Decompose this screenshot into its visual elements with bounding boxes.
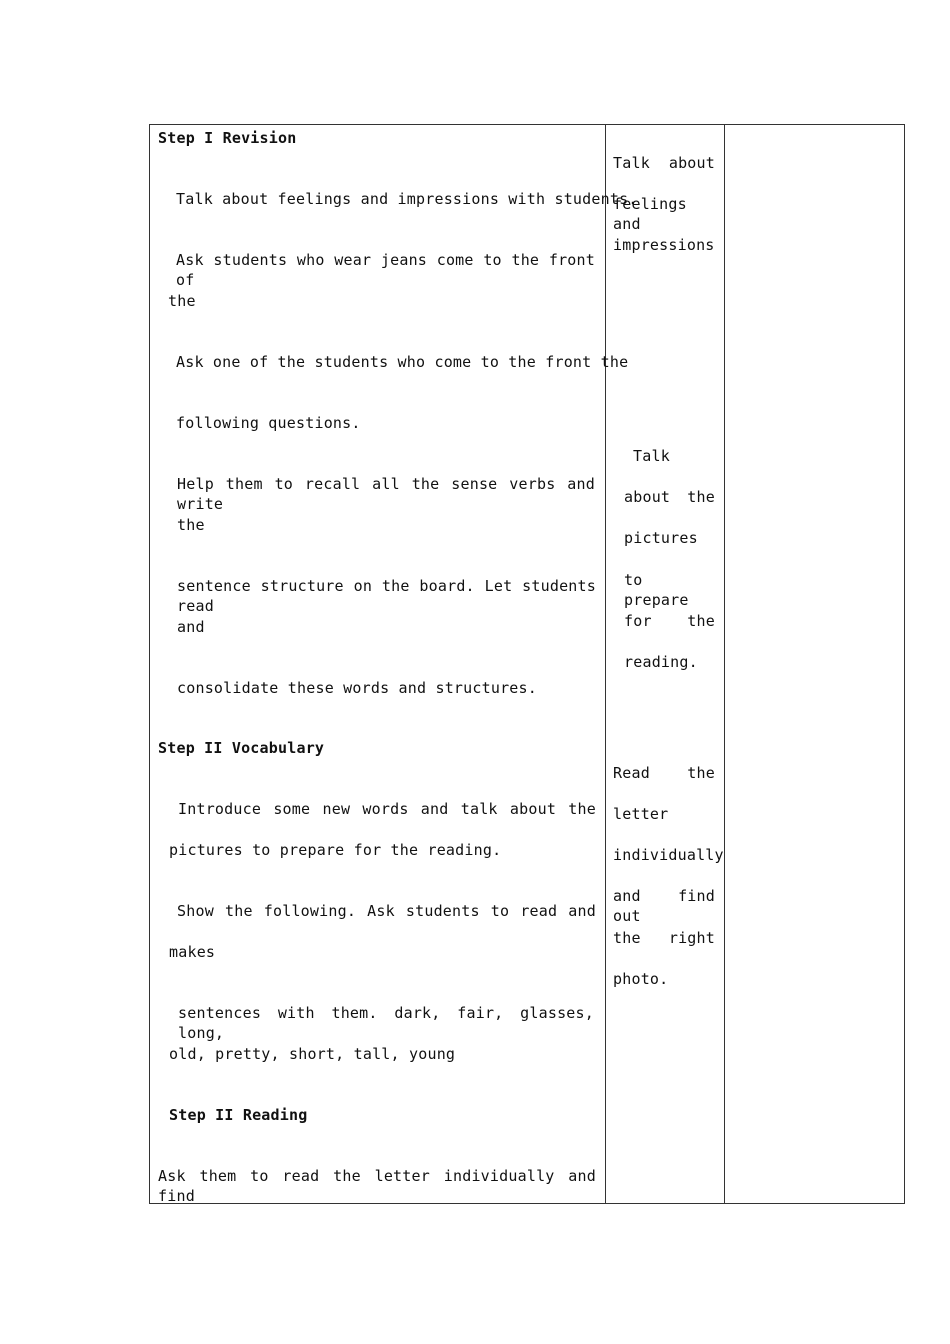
activity3-line: photo.: [613, 970, 669, 988]
step2-line: makes: [169, 943, 216, 961]
activity3-line: the right: [613, 929, 715, 947]
step3-heading: Step II Reading: [169, 1106, 308, 1124]
activity2-line: pictures: [624, 529, 698, 547]
activity1-line: impressions: [613, 236, 715, 254]
step3-line: Ask them to read the letter individually and find: [158, 1167, 596, 1205]
step1-line: Ask students who wear jeans come to the front of: [176, 251, 595, 289]
step2-heading: Step II Vocabulary: [158, 739, 325, 757]
step1-line: Talk about feelings and impressions with students.: [176, 190, 638, 208]
activity3-line: Read the: [613, 764, 715, 782]
step1-line: Ask one of the students who come to the front the: [176, 353, 629, 371]
activity2-line: for the: [624, 612, 715, 630]
step1-line: and: [177, 618, 205, 636]
step2-line: Introduce some new words and talk about the: [178, 800, 596, 818]
activity2-line: reading.: [624, 653, 698, 671]
activity3-line: letter: [613, 805, 669, 823]
activity3-line: individually: [613, 846, 724, 864]
activity1-line: feelings and: [613, 195, 687, 233]
step1-heading: Step I Revision: [158, 129, 297, 147]
activity1-line: Talk about: [613, 154, 715, 172]
step1-line: sentence structure on the board. Let students read: [177, 577, 596, 615]
activity2-line: to prepare: [624, 571, 689, 609]
step2-line: old, pretty, short, tall, young: [169, 1045, 456, 1063]
activity3-line: and find out: [613, 887, 715, 925]
activity2-line: Talk: [633, 447, 670, 465]
step2-line: pictures to prepare for the reading.: [169, 841, 502, 859]
step2-line: Show the following. Ask students to read and: [177, 902, 596, 920]
step2-line: sentences with them. dark, fair, glasses, long,: [178, 1004, 594, 1042]
step1-line: Help them to recall all the sense verbs and write: [177, 475, 595, 513]
activity2-line: about the: [624, 488, 715, 506]
column-divider-2: [724, 125, 725, 1203]
column-divider-1: [605, 125, 606, 1203]
step1-line: following questions.: [176, 414, 361, 432]
step1-line: consolidate these words and structures.: [177, 679, 537, 697]
step1-line: the: [168, 292, 196, 310]
step1-line: the: [177, 516, 205, 534]
